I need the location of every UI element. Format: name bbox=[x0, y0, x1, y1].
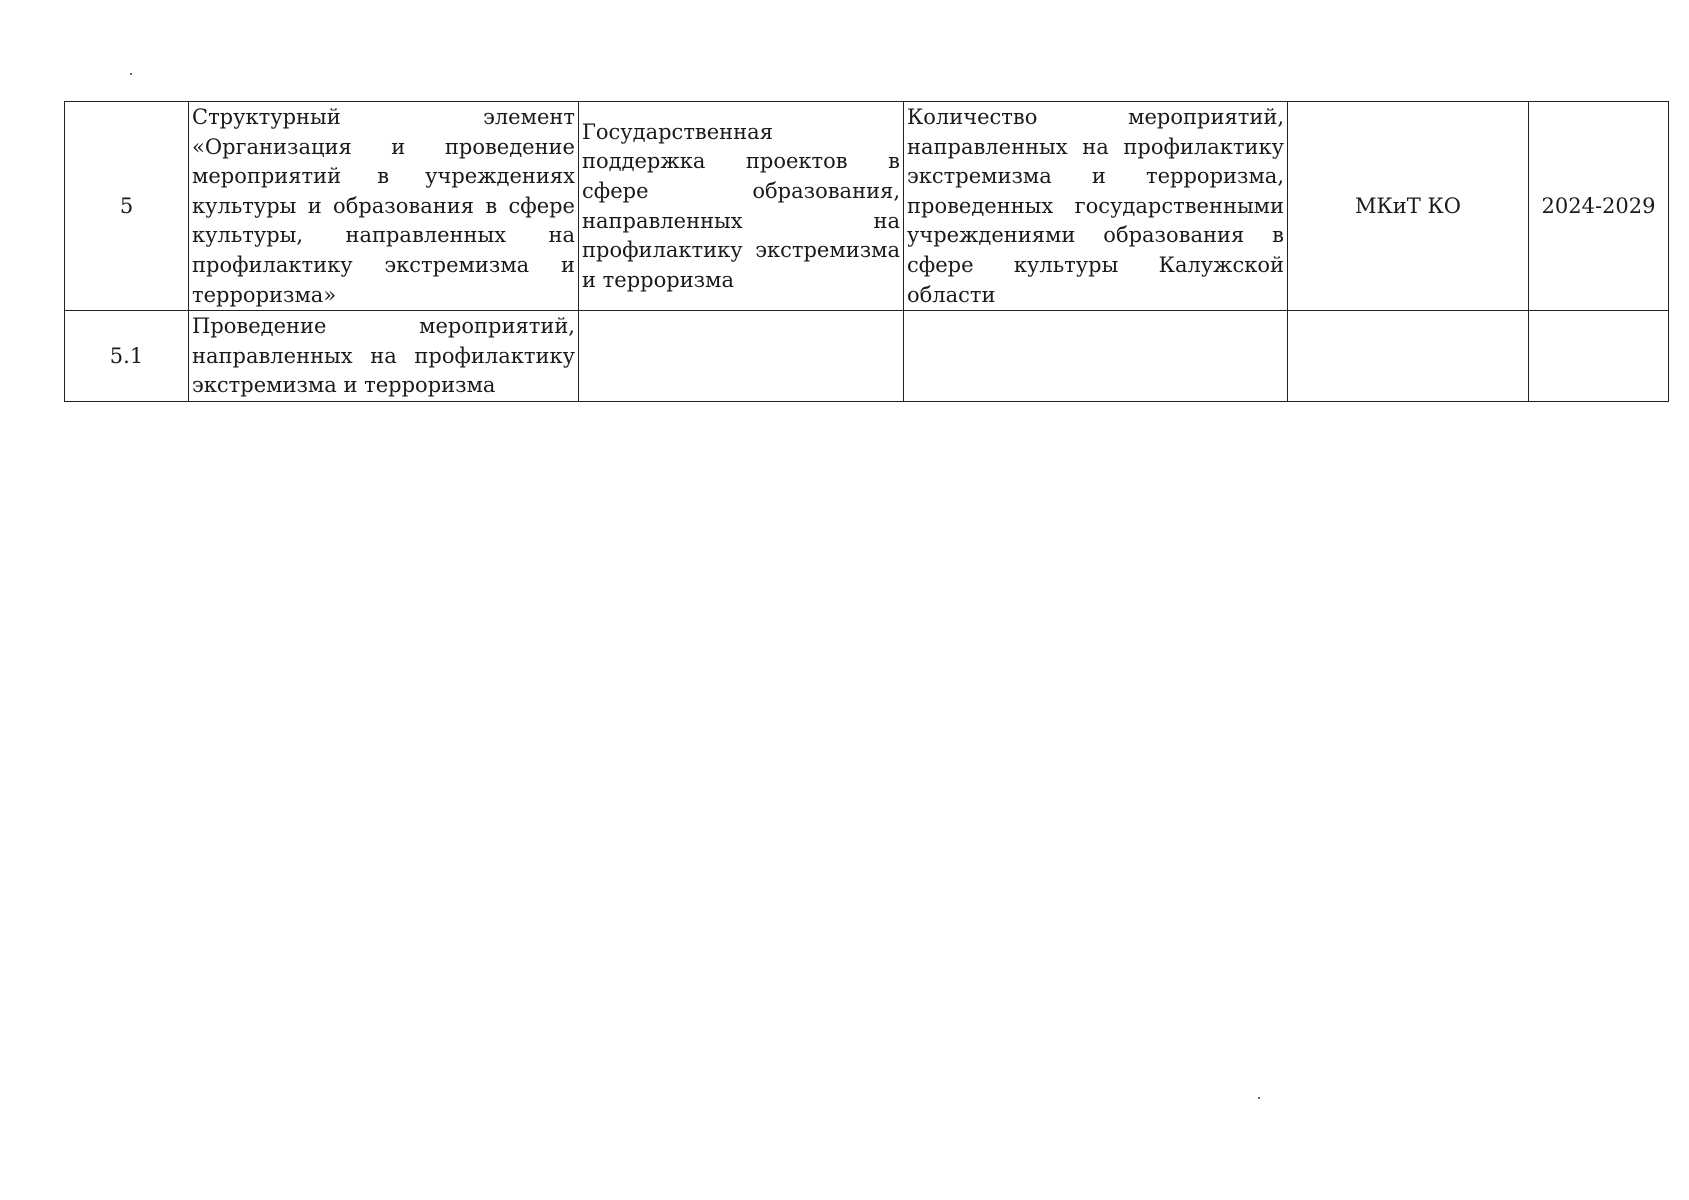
responsible-cell bbox=[1288, 311, 1529, 402]
row-number: 5 bbox=[65, 102, 189, 311]
structural-element-cell: Проведение мероприятий, направленных на профилактику экстремизма и терроризма bbox=[189, 311, 579, 402]
indicator-cell bbox=[904, 311, 1288, 402]
responsible-cell: МКиТ КО bbox=[1288, 102, 1529, 311]
table-row bbox=[65, 102, 1669, 311]
table-row bbox=[65, 311, 1669, 402]
scan-speck bbox=[1258, 1097, 1260, 1099]
structural-element-cell: Структурный элемент «Организация и проведение мероприятий в учреждениях культуры и образования в сфере культуры, направленных на профилактику экстремизма и терроризма» bbox=[189, 102, 579, 311]
scan-speck bbox=[130, 73, 132, 75]
task-cell: Государственная поддержка проектов в сфере образования, направленных на профилактику экстремизма и терроризма bbox=[579, 102, 904, 311]
row-number: 5.1 bbox=[65, 311, 189, 402]
program-table bbox=[64, 101, 1669, 402]
indicator-cell: Количество мероприятий, направленных на профилактику экстремизма и терроризма, проведенных государственными учреждениями образования в сфере культуры Калужской области bbox=[904, 102, 1288, 311]
task-cell bbox=[579, 311, 904, 402]
period-cell bbox=[1529, 311, 1669, 402]
period-cell: 2024-2029 bbox=[1529, 102, 1669, 311]
